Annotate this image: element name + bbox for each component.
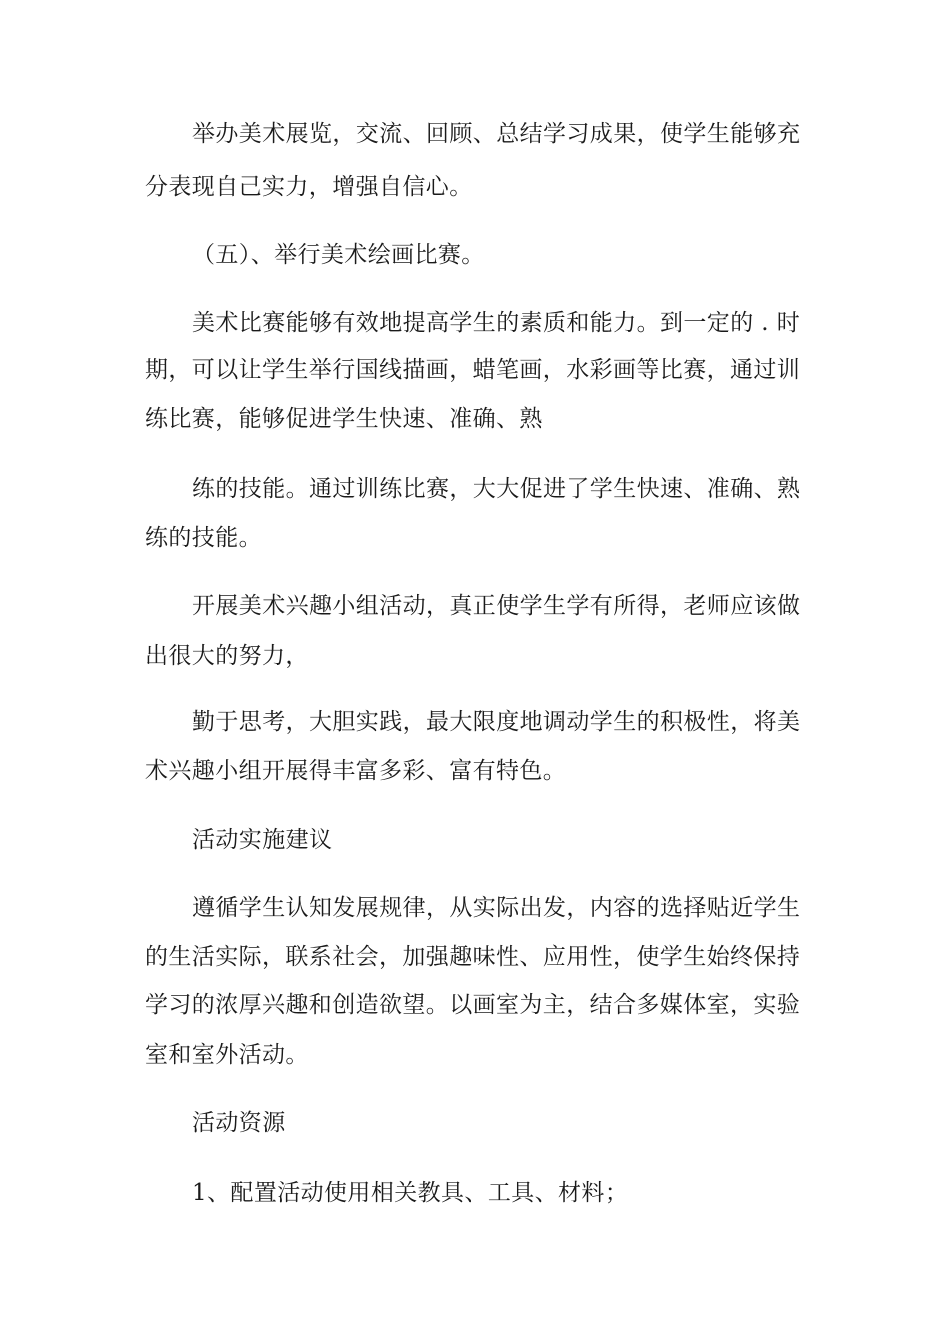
paragraph-line: 期，可以让学生举行国线描画，蜡笔画，水彩画等比赛，通过训	[145, 357, 801, 383]
paragraph-line: 练比赛，能够促进学生快速、准确、熟	[145, 406, 543, 432]
paragraph-line: 室和室外活动。	[145, 1042, 309, 1068]
paragraph-line: 分表现自己实力，增强自信心。	[145, 174, 473, 200]
paragraph-line: 出很大的努力，	[145, 643, 309, 669]
paragraph-line: 的生活实际，联系社会，加强趣味性、应用性，使学生始终保持	[145, 944, 801, 970]
paragraph-line: 遵循学生认知发展规律，从实际出发，内容的选择贴近学生	[192, 895, 801, 921]
paragraph-line: 学习的浓厚兴趣和创造欲望。以画室为主，结合多媒体室，实验	[145, 992, 801, 1018]
section-heading: （五）、举行美术绘画比赛。	[192, 242, 485, 268]
paragraph-line: 举办美术展览，交流、回顾、总结学习成果，使学生能够充	[192, 121, 801, 147]
section-heading: 活动资源	[192, 1110, 286, 1136]
paragraph-line: 练的技能。通过训练比赛，大大促进了学生快速、准确、熟	[192, 476, 801, 502]
paragraph-line: 勤于思考，大胆实践，最大限度地调动学生的积极性，将美	[192, 709, 801, 735]
paragraph-line: 术兴趣小组开展得丰富多彩、富有特色。	[145, 758, 567, 784]
paragraph-line: 美术比赛能够有效地提高学生的素质和能力。到一定的 . 时	[192, 310, 801, 336]
list-item: 1、配置活动使用相关教具、工具、材料；	[192, 1180, 629, 1206]
paragraph-line: 练的技能。	[145, 525, 262, 551]
paragraph-line: 开展美术兴趣小组活动，真正使学生学有所得，老师应该做	[192, 593, 801, 619]
section-heading: 活动实施建议	[192, 827, 333, 853]
